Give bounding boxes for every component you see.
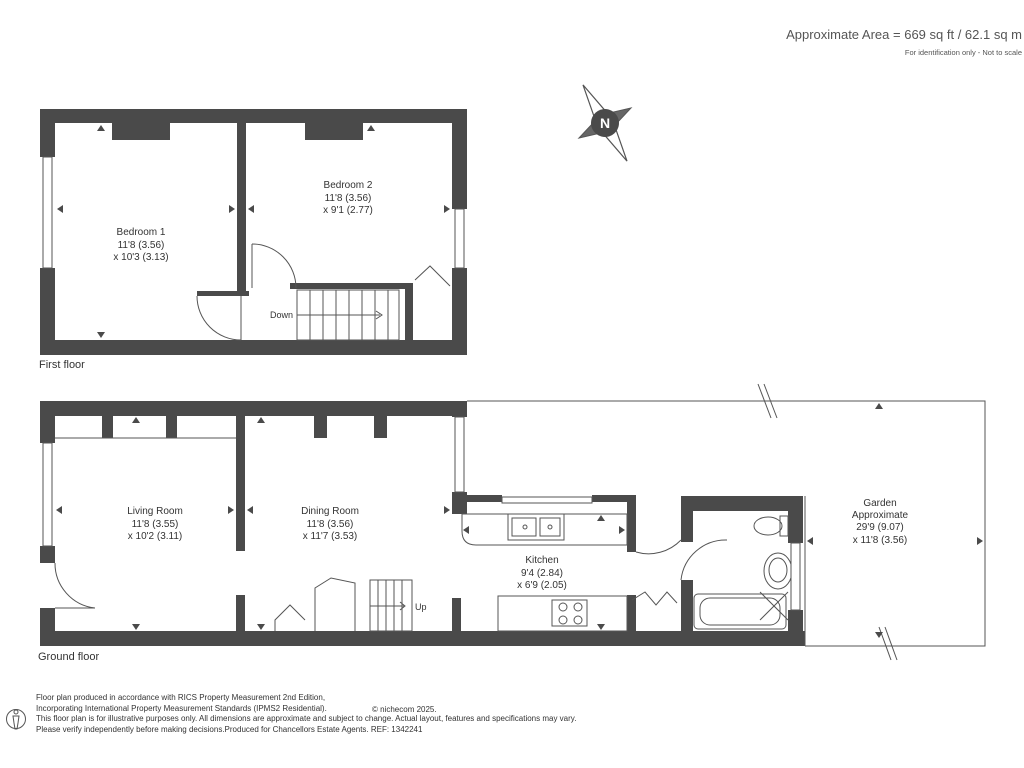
footer-line-4: Please verify independently before making decisions.Produced for Chancellors Estate Agents. REF: 1342241: [36, 724, 423, 734]
living-room-name: Living Room: [127, 506, 183, 517]
bedroom-2-name: Bedroom 2: [323, 180, 373, 191]
garden-name: Garden: [863, 498, 897, 509]
compass-letter: N: [599, 115, 611, 131]
garden-dim-1: Approximate: [851, 510, 909, 521]
first-floor-plan: [40, 109, 467, 355]
footer-line-1: Floor plan produced in accordance with RICS Property Measurement 2nd Edition,: [36, 693, 326, 702]
bedroom-2-dim-2: x 9'1 (2.77): [323, 205, 373, 216]
nichecom-brand: © nichecom 2025.: [372, 705, 437, 714]
footer-line-3: This floor plan is for illustrative purposes only. All dimensions are approximate and subject to change. Actual layout, features and specifications may vary.: [36, 714, 577, 723]
bedroom-1-dim-1: 11'8 (3.56): [117, 240, 165, 251]
footer-line-2: Incorporating International Property Measurement Standards (IPMS2 Residential).: [36, 703, 327, 713]
kitchen-dim-2: x 6'9 (2.05): [517, 580, 567, 591]
garden-dim-3: x 11'8 (3.56): [852, 535, 908, 546]
scale-disclaimer: For identification only - Not to scale: [904, 48, 1022, 57]
first-floor-label: First floor: [39, 359, 85, 371]
bedroom-2-dim-1: 11'8 (3.56): [324, 193, 372, 204]
dining-room-name: Dining Room: [301, 506, 359, 517]
stairs-up-label: Up: [415, 602, 427, 612]
footer-notes: [36, 693, 676, 735]
dining-room-dim-1: 11'8 (3.56): [306, 519, 354, 530]
living-room-dim-1: 11'8 (3.55): [131, 519, 179, 530]
ground-floor-details: [55, 384, 985, 660]
approximate-area: Approximate Area = 669 sq ft / 62.1 sq m: [786, 27, 1022, 42]
north-compass-icon: [557, 70, 653, 176]
ground-floor-label: Ground floor: [38, 651, 100, 663]
living-room-dim-2: x 10'2 (3.11): [127, 531, 183, 542]
bedroom-1-dim-2: x 10'3 (3.13): [113, 252, 169, 263]
kitchen-dim-1: 9'4 (2.84): [521, 568, 563, 579]
kitchen-name: Kitchen: [525, 555, 559, 566]
garden-dim-2: 29'9 (9.07): [856, 522, 904, 533]
dining-room-dim-2: x 11'7 (3.53): [302, 531, 358, 542]
stairs-down-label: Down: [270, 310, 294, 320]
bedroom-1-name: Bedroom 1: [116, 227, 166, 238]
person-icon: [6, 703, 26, 735]
